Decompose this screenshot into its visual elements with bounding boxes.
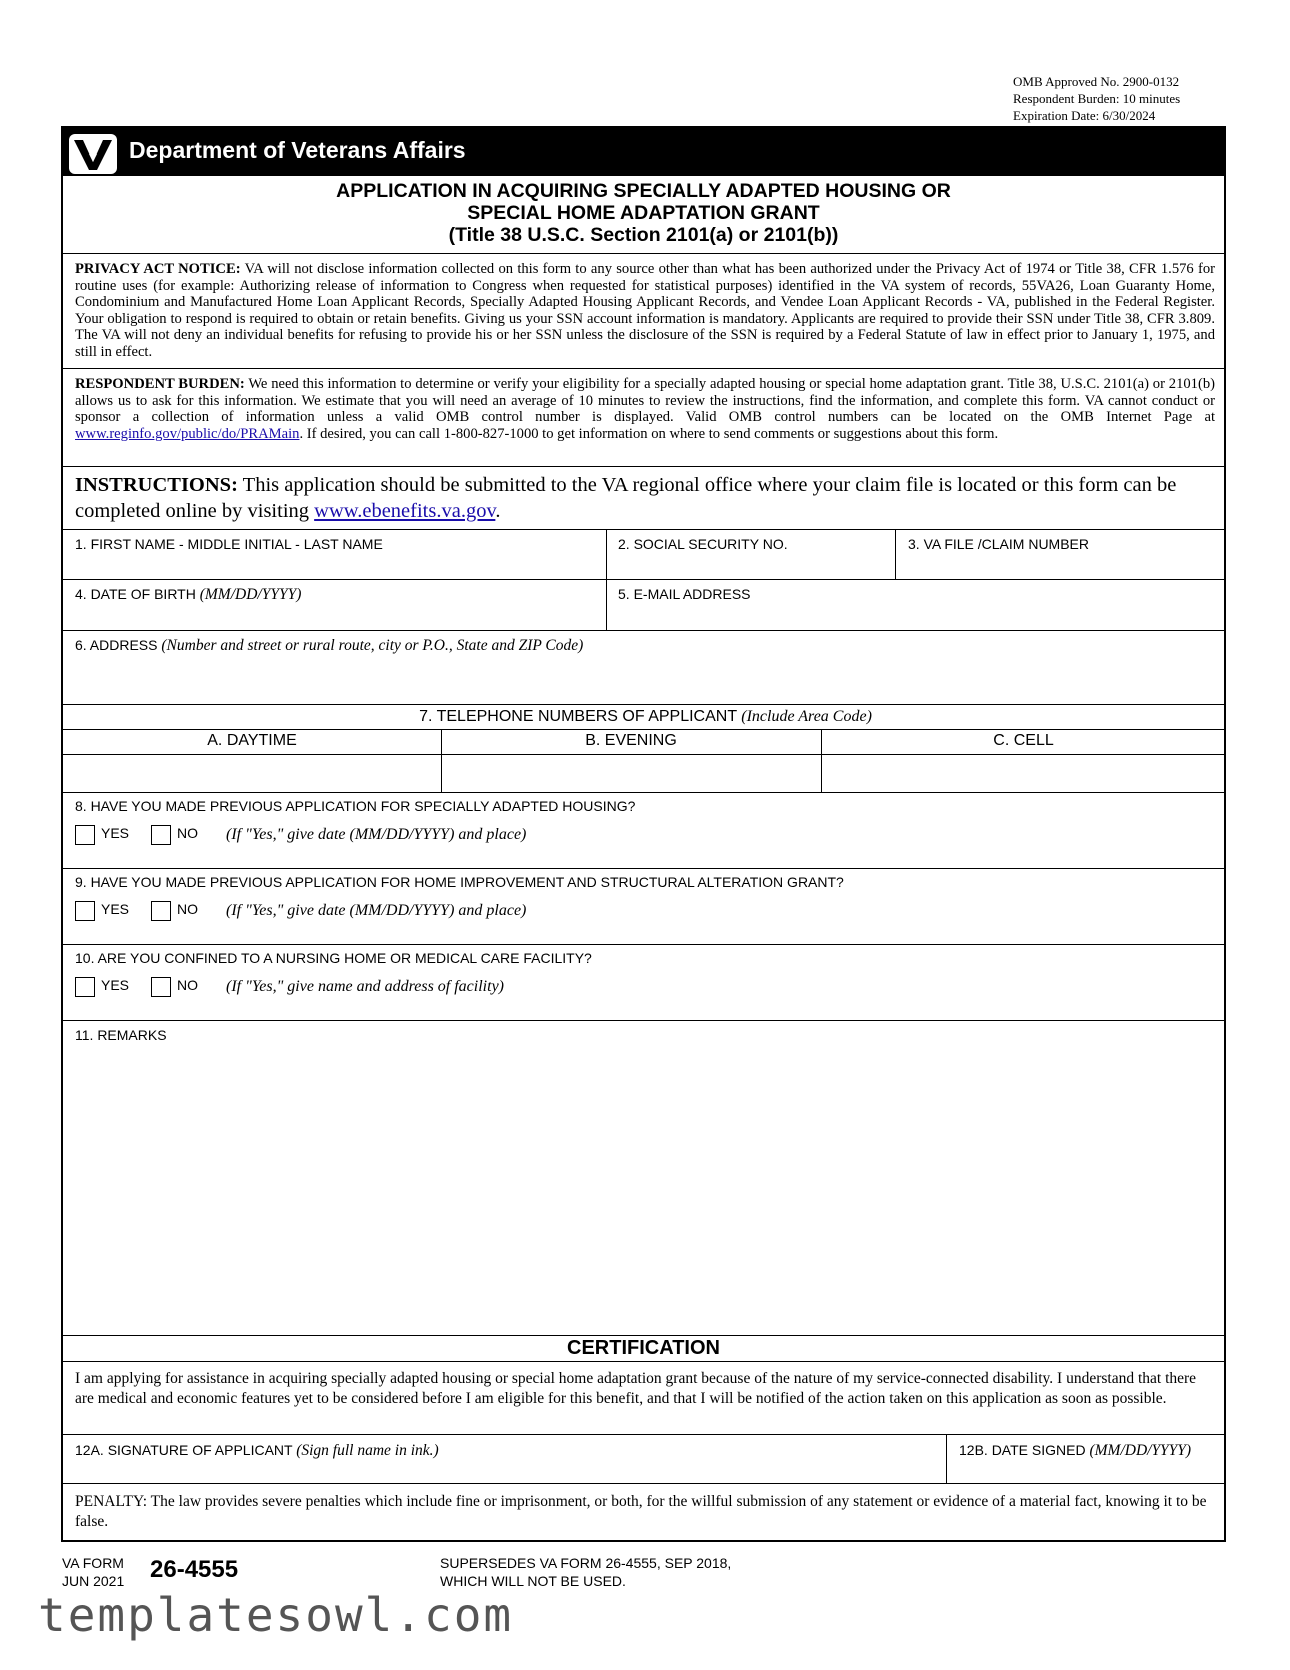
daytime-phone-input[interactable] bbox=[63, 754, 441, 792]
form-title bbox=[63, 180, 1224, 246]
signature-field[interactable] bbox=[75, 1442, 439, 1460]
title-line-1: APPLICATION IN ACQUIRING SPECIALLY ADAPTED HOUSING OR bbox=[336, 180, 951, 202]
address-label: 6. ADDRESS bbox=[75, 637, 158, 653]
question-10-label: 10. ARE YOU CONFINED TO A NURSING HOME OR MEDICAL CARE FACILITY? bbox=[75, 950, 592, 966]
telephone-header bbox=[63, 708, 1228, 726]
instructions-end: . bbox=[495, 500, 501, 522]
divider bbox=[63, 868, 1224, 869]
q8-yes-label: YES bbox=[101, 825, 130, 841]
divider bbox=[63, 579, 1224, 580]
q8-yes-checkbox[interactable] bbox=[75, 825, 95, 845]
divider bbox=[63, 630, 1224, 631]
q10-hint: (If "Yes," give name and address of facility) bbox=[226, 978, 504, 995]
divider bbox=[63, 529, 1224, 530]
address-hint: (Number and street or rural route, city or P.O., State and ZIP Code) bbox=[161, 637, 584, 654]
divider bbox=[63, 1361, 1224, 1362]
department-name: Department of Veterans Affairs bbox=[129, 137, 466, 163]
ebenefits-link[interactable]: www.ebenefits.va.gov bbox=[314, 500, 496, 522]
omb-burden: Respondent Burden: 10 minutes bbox=[1013, 91, 1181, 106]
remarks-label: 11. REMARKS bbox=[75, 1027, 167, 1043]
divider bbox=[63, 466, 1224, 467]
dob-hint: (MM/DD/YYYY) bbox=[199, 586, 302, 603]
form-header bbox=[63, 128, 1224, 176]
date-signed-label: 12B. DATE SIGNED bbox=[959, 1442, 1086, 1458]
q9-hint: (If "Yes," give date (MM/DD/YYYY) and place) bbox=[226, 902, 527, 919]
q9-no-checkbox[interactable] bbox=[151, 901, 171, 921]
q8-hint: (If "Yes," give date (MM/DD/YYYY) and place) bbox=[226, 826, 527, 843]
signature-label: 12A. SIGNATURE OF APPLICANT bbox=[75, 1442, 293, 1458]
respondent-burden bbox=[75, 376, 1215, 442]
footer-form-label bbox=[62, 1554, 124, 1590]
divider bbox=[63, 704, 1224, 705]
supersedes-line-2: WHICH WILL NOT BE USED. bbox=[440, 1573, 626, 1589]
evening-label: B. EVENING bbox=[585, 732, 677, 749]
dob-label: 4. DATE OF BIRTH bbox=[75, 586, 196, 602]
footer-form-number: 26-4555 bbox=[150, 1556, 239, 1583]
footer-va-form: VA FORM bbox=[62, 1555, 124, 1571]
certification-text: I am applying for assistance in acquiring specially adapted housing or special home adaptation grant because of the nature of my service-connected disability. I understand that there are medical and economic features yet to be considered before I am eligible for this benefit, and that I will be notified of the action taken on this application as soon as possible. bbox=[75, 1370, 1197, 1407]
q9-yes-checkbox[interactable] bbox=[75, 901, 95, 921]
divider bbox=[63, 944, 1224, 945]
divider bbox=[63, 368, 1224, 369]
footer-date: JUN 2021 bbox=[62, 1573, 125, 1589]
divider bbox=[63, 253, 1224, 254]
q9-no-label: NO bbox=[177, 901, 198, 917]
telephone-label: 7. TELEPHONE NUMBERS OF APPLICANT bbox=[419, 708, 737, 725]
respondent-heading: RESPONDENT BURDEN: bbox=[75, 376, 245, 392]
privacy-heading: PRIVACY ACT NOTICE: bbox=[75, 261, 241, 277]
email-field[interactable]: 5. E-MAIL ADDRESS bbox=[618, 586, 751, 602]
divider bbox=[63, 729, 1224, 730]
question-8-label: 8. HAVE YOU MADE PREVIOUS APPLICATION FOR SPECIALLY ADAPTED HOUSING? bbox=[75, 798, 636, 814]
question-9-label: 9. HAVE YOU MADE PREVIOUS APPLICATION FOR HOME IMPROVEMENT AND STRUCTURAL ALTERATION GRANT? bbox=[75, 874, 844, 890]
watermark: templatesowl.com bbox=[38, 1588, 514, 1642]
divider bbox=[63, 792, 1224, 793]
divider bbox=[946, 1434, 947, 1483]
form-frame bbox=[61, 126, 1226, 1542]
privacy-text: VA will not disclose information collected on this form to any source other than what has been authorized under the Privacy Act of 1974 or Title 38, CFR 1.576 for routine uses (for example: Authorizing release of information to Congress when requested for statistical purposes) identified in the VA system of records, 55VA26, Loan Guaranty Home, Condominium and Manufactured Home Loan Applicant Records, Specially Adapted Housing Applicant Records, and Vendee Loan Applicant Records - VA, published in the Federal Register. Your obligation to respond is required to obtain or retain benefits. Giving us your SSN account information is mandatory. Applicants are required to provide their SSN under Title 38, CFR 3.809. The VA will not deny an individual benefits for refusing to provide his or her SSN unless the disclosure of the SSN is required by a Federal Statute of law in effect prior to January 1, 1975, and still in effect. bbox=[75, 261, 1215, 360]
q10-no-label: NO bbox=[177, 977, 198, 993]
reginfo-link[interactable]: www.reginfo.gov/public/do/PRAMain bbox=[75, 425, 300, 442]
instructions bbox=[75, 472, 1215, 524]
remarks-textarea[interactable] bbox=[63, 1048, 1226, 1333]
omb-info bbox=[1013, 73, 1180, 124]
footer-supersedes bbox=[440, 1554, 731, 1590]
divider bbox=[63, 1335, 1224, 1336]
dob-field[interactable] bbox=[75, 586, 301, 604]
instructions-heading: INSTRUCTIONS: bbox=[75, 474, 238, 496]
first-name-field[interactable]: 1. FIRST NAME - MIDDLE INITIAL - LAST NAME bbox=[75, 536, 383, 552]
q10-yes-checkbox[interactable] bbox=[75, 977, 95, 997]
date-signed-field[interactable] bbox=[959, 1442, 1191, 1460]
va-file-field[interactable]: 3. VA FILE /CLAIM NUMBER bbox=[908, 536, 1090, 552]
penalty-text: PENALTY: The law provides severe penalties which include fine or imprisonment, or both, for the willful submission of any statement or evidence of a material fact, knowing it to be false. bbox=[75, 1493, 1207, 1530]
q10-yes-label: YES bbox=[101, 977, 130, 993]
divider bbox=[895, 529, 896, 579]
q10-no-checkbox[interactable] bbox=[151, 977, 171, 997]
divider bbox=[63, 1020, 1224, 1021]
title-line-3: (Title 38 U.S.C. Section 2101(a) or 2101(b)) bbox=[448, 224, 839, 246]
daytime-label: A. DAYTIME bbox=[207, 732, 297, 749]
ssn-field[interactable]: 2. SOCIAL SECURITY NO. bbox=[618, 536, 788, 552]
evening-phone-input[interactable] bbox=[441, 754, 821, 792]
signature-hint: (Sign full name in ink.) bbox=[296, 1442, 439, 1459]
cell-phone-input[interactable] bbox=[821, 754, 1226, 792]
supersedes-line-1: SUPERSEDES VA FORM 26-4555, SEP 2018, bbox=[440, 1555, 732, 1571]
cell-label: C. CELL bbox=[993, 732, 1054, 749]
respondent-text: We need this information to determine or verify your eligibility for a specially adapted housing or special home adaptation grant. Title 38, U.S.C. 2101(a) or 2101(b) allows us to ask for this information. We estimate that you will need an average of 10 minutes to review the instructions, find the information, and complete this form. VA cannot conduct or sponsor a collection of information unless a valid OMB control number is displayed. Valid OMB control numbers can be located on the OMB Internet Page at bbox=[75, 376, 1215, 426]
telephone-hint: (Include Area Code) bbox=[741, 708, 872, 725]
respondent-text-end: . If desired, you can call 1-800-827-1000 to get information on where to send comments or suggestions about this form. bbox=[299, 425, 999, 442]
address-field[interactable] bbox=[75, 637, 583, 655]
q8-no-label: NO bbox=[177, 825, 198, 841]
date-signed-hint: (MM/DD/YYYY) bbox=[1089, 1442, 1192, 1459]
privacy-notice bbox=[75, 261, 1215, 361]
omb-approved: OMB Approved No. 2900-0132 bbox=[1013, 74, 1180, 89]
va-seal-icon bbox=[69, 134, 117, 174]
omb-expiration: Expiration Date: 6/30/2024 bbox=[1013, 108, 1156, 123]
q9-yes-label: YES bbox=[101, 901, 130, 917]
q8-no-checkbox[interactable] bbox=[151, 825, 171, 845]
title-line-2: SPECIAL HOME ADAPTATION GRANT bbox=[467, 202, 820, 224]
divider bbox=[63, 1434, 1224, 1435]
divider bbox=[63, 1483, 1224, 1484]
instructions-text: This application should be submitted to the VA regional office where your claim file is located or this form can be completed online by visiting bbox=[75, 474, 1177, 522]
certification-title: CERTIFICATION bbox=[567, 1337, 720, 1359]
